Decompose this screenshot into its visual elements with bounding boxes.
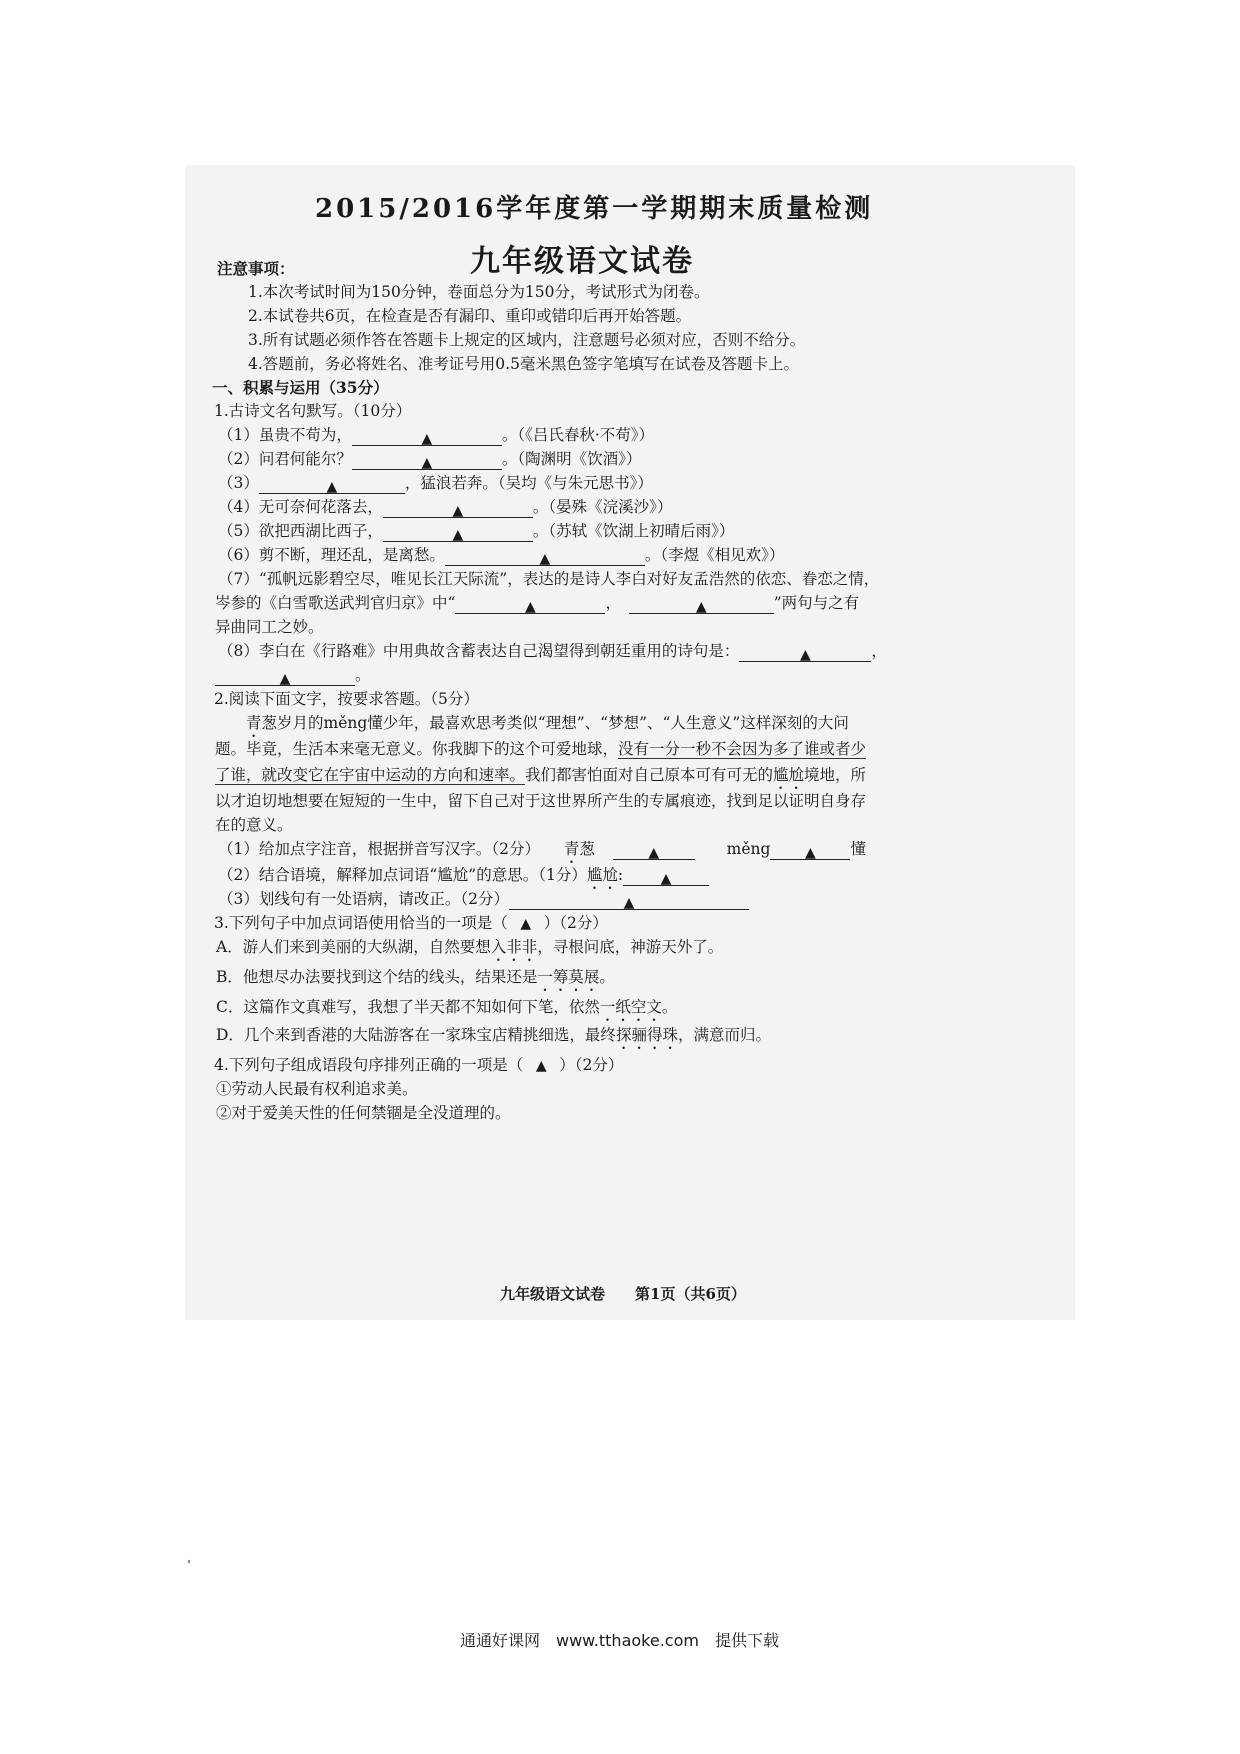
notice-heading: 注意事项： <box>217 259 295 278</box>
question-text: 3.下列句子中加点词语使用恰当的一项是（ <box>214 914 508 932</box>
option-text: 。 <box>661 998 678 1016</box>
option-text: 。 <box>599 968 615 986</box>
triangle-marker-icon: ▲ <box>660 871 672 887</box>
watermark-text: 通通好课网 www.tthaoke.com 提供下载 <box>460 1631 779 1650</box>
passage-line <box>215 764 866 793</box>
option-text: B．他想尽办法要找到这个结的线头，结果还是 <box>216 968 538 986</box>
q4-sentence: ①劳动人民最有权利追求美。 <box>216 1080 418 1098</box>
pinyin-text: měng <box>726 840 771 858</box>
q1-item-7-line2 <box>215 592 859 614</box>
passage-text: 境地，所 <box>804 766 867 784</box>
triangle-marker-icon: ▲ <box>452 527 464 543</box>
triangle-marker-icon: ▲ <box>520 916 532 932</box>
answer-blank[interactable] <box>445 547 645 566</box>
q1-item-text: （4）无可奈何花落去， <box>218 498 383 516</box>
dotted-word: 一筹莫展 <box>537 968 600 986</box>
q1-item-text: 岑参的《白雪歌送武判官归京》中“ <box>215 594 456 612</box>
dotted-char: 青 <box>246 714 262 732</box>
q1-item-4 <box>218 496 672 518</box>
notice-item: 2.本试卷共6页，在检查是否有漏印、重印或错印后再开始答题。 <box>248 307 692 325</box>
triangle-marker-icon: ▲ <box>326 479 338 495</box>
answer-blank[interactable] <box>352 427 502 446</box>
triangle-marker-icon: ▲ <box>799 647 811 663</box>
option-text: D．几个来到香港的大陆游客在一家珠宝店精挑细选，最终 <box>216 1026 616 1044</box>
underlined-sentence: 没有一分一秒不会因为多了谁或者少 <box>618 740 867 758</box>
option-a <box>216 936 723 965</box>
triangle-marker-icon: ▲ <box>623 895 635 911</box>
triangle-marker-icon: ▲ <box>525 599 536 615</box>
option-text: A．游人们来到美丽的大纵湖，自然要想 <box>216 938 491 956</box>
answer-slot[interactable] <box>508 912 544 934</box>
q1-item-text: ”两句与之有 <box>773 594 860 612</box>
answer-blank[interactable] <box>455 595 605 614</box>
question-title <box>214 912 608 934</box>
sub-question-text: （1）给加点字注音，根据拼音写汉字。（2分） <box>218 840 540 858</box>
passage-text: 题。毕竟，生活本来毫无意义。你我脚下的这个可爱地球， <box>215 740 619 758</box>
q1-item-8 <box>218 640 887 662</box>
option-text: ，寻根问底，神游天外了。 <box>537 938 724 956</box>
triangle-marker-icon: ▲ <box>421 455 433 471</box>
q1-item-text: 。 <box>355 666 371 684</box>
triangle-marker-icon: ▲ <box>452 503 464 519</box>
section-title: 一、积累与运用（35分） <box>212 378 389 397</box>
q1-item-text: （8）李白在《行路难》中用典故含蓄表达自己渴望得到朝廷重用的诗句是： <box>218 642 740 660</box>
passage-line <box>215 738 866 760</box>
passage-line: 以才迫切地想要在短短的一生中，留下自己对于这世界所产生的专属痕迹，找到足以证明自身存 <box>215 792 867 810</box>
option-d <box>216 1024 771 1053</box>
word-text: 懂 <box>850 840 866 858</box>
answer-blank[interactable] <box>352 451 502 470</box>
q1-item-source: 。（陶渊明《饮酒》） <box>501 450 642 468</box>
scan-speck <box>188 1560 190 1563</box>
q1-item-5 <box>218 520 734 542</box>
answer-slot[interactable] <box>523 1054 559 1076</box>
option-text: C．这篇作文真难写，我想了半天都不知如何下笔，依然 <box>216 998 600 1016</box>
question-text: ）（2分） <box>543 914 608 932</box>
option-c <box>216 996 677 1025</box>
triangle-marker-icon: ▲ <box>695 599 707 615</box>
answer-blank[interactable] <box>623 867 709 886</box>
answer-blank[interactable] <box>383 523 533 542</box>
q1-item-text: （2）问君何能尔？ <box>218 450 352 468</box>
q1-item-text: （3） <box>218 474 259 492</box>
triangle-marker-icon: ▲ <box>805 845 816 861</box>
dotted-word: 一纸空文 <box>599 998 662 1016</box>
question-text: 4.下列句子组成语段句序排列正确的一项是（ <box>214 1056 524 1074</box>
q1-item-source: 。（李煜《相见欢》） <box>644 546 785 564</box>
triangle-marker-icon: ▲ <box>648 845 660 861</box>
triangle-marker-icon: ▲ <box>421 431 433 447</box>
sub-question-text: （3）划线句有一处语病，请改正。（2分） <box>218 890 509 908</box>
answer-blank[interactable] <box>215 667 355 686</box>
triangle-marker-icon: ▲ <box>279 671 291 687</box>
dotted-word: 尴尬 <box>773 766 805 784</box>
dotted-word: 入非非 <box>490 938 538 956</box>
q1-item-7-line3: 异曲同工之妙。 <box>215 618 324 636</box>
q1-item-text: ， <box>605 594 614 612</box>
q1-item-text: （1）虽贵不苟为， <box>218 426 352 444</box>
q1-item-source: 。（《吕氏春秋·不苟》） <box>501 426 655 444</box>
question-title: 1.古诗文名句默写。（10分） <box>214 402 412 420</box>
option-text: ，满意而归。 <box>677 1026 771 1044</box>
exam-subtitle: 九年级语文试卷 <box>470 244 694 279</box>
answer-blank[interactable] <box>770 841 850 860</box>
q1-item-1 <box>218 424 654 446</box>
option-b <box>216 966 615 995</box>
page-footer: 九年级语文试卷 第1页（共6页） <box>500 1285 746 1303</box>
question-text: ）（2分） <box>559 1056 624 1074</box>
q4-sentence: ②对于爱美天性的任何禁锢是全没道理的。 <box>216 1104 511 1122</box>
notice-item: 3.所有试题必须作答在答题卡上规定的区域内，注意题号必须对应，否则不给分。 <box>248 331 806 349</box>
q1-item-8-line2 <box>215 664 371 686</box>
dotted-char: 青 <box>563 840 580 858</box>
dotted-word: 探骊得珠 <box>615 1026 678 1044</box>
passage-text: 葱 <box>261 714 278 732</box>
answer-blank[interactable] <box>613 841 695 860</box>
answer-blank[interactable] <box>509 891 749 910</box>
answer-blank[interactable] <box>739 643 871 662</box>
q1-item-6 <box>218 544 784 566</box>
q1-item-text: （6）剪不断，理还乱，是离愁。 <box>218 546 445 564</box>
sub-question-text: （2）结合语境，解释加点词语“尴尬”的意思。（1分） <box>218 866 587 884</box>
q1-item-source: 。（苏轼《饮湖上初晴后雨》） <box>532 522 735 540</box>
exam-title: 2015/2016学年度第一学期期末质量检测 <box>315 194 874 224</box>
dotted-word: 尴尬: <box>586 866 624 884</box>
q1-item-2 <box>218 448 641 470</box>
answer-blank[interactable] <box>259 475 405 494</box>
triangle-marker-icon: ▲ <box>539 551 551 567</box>
q1-item-3 <box>218 472 653 494</box>
q1-item-text: （5）欲把西湖比西子， <box>218 522 383 540</box>
word-text: 葱 <box>579 840 595 858</box>
answer-blank[interactable] <box>629 595 774 614</box>
notice-item: 4.答题前，务必将姓名、准考证号用0.5毫米黑色签字笔填写在试卷及答题卡上。 <box>248 355 799 373</box>
notice-item: 1.本次考试时间为150分钟，卷面总分为150分，考试形式为闭卷。 <box>248 283 710 301</box>
triangle-marker-icon: ▲ <box>535 1058 547 1074</box>
q2-sub-3 <box>218 888 749 910</box>
underlined-sentence: 了谁，就改变它在宇宙中运动的方向和速率。 <box>215 766 526 784</box>
answer-blank[interactable] <box>383 499 533 518</box>
question-title: 2.阅读下面文字，按要求答题。（5分） <box>214 690 479 708</box>
question-title <box>214 1054 623 1076</box>
q2-sub-1 <box>218 838 866 867</box>
q1-item-text: ， <box>871 642 887 660</box>
passage-text: 岁月的měng懂少年，最喜欢思考类似“理想”、“梦想”、“人生意义”这样深刻的大问 <box>277 714 849 732</box>
q1-item-7-line1: （7）“孤帆远影碧空尽，唯见长江天际流”，表达的是诗人李白对好友孟浩然的依恋、眷恋之情， <box>218 570 880 588</box>
q1-item-source: 。（晏殊《浣溪沙》） <box>532 498 673 516</box>
q1-item-source: ，猛浪若奔。（吴均《与朱元思书》） <box>404 474 653 492</box>
passage-line <box>246 712 849 741</box>
passage-text: 我们都害怕面对自己原本可有可无的 <box>525 766 774 784</box>
passage-line: 在的意义。 <box>215 816 293 834</box>
